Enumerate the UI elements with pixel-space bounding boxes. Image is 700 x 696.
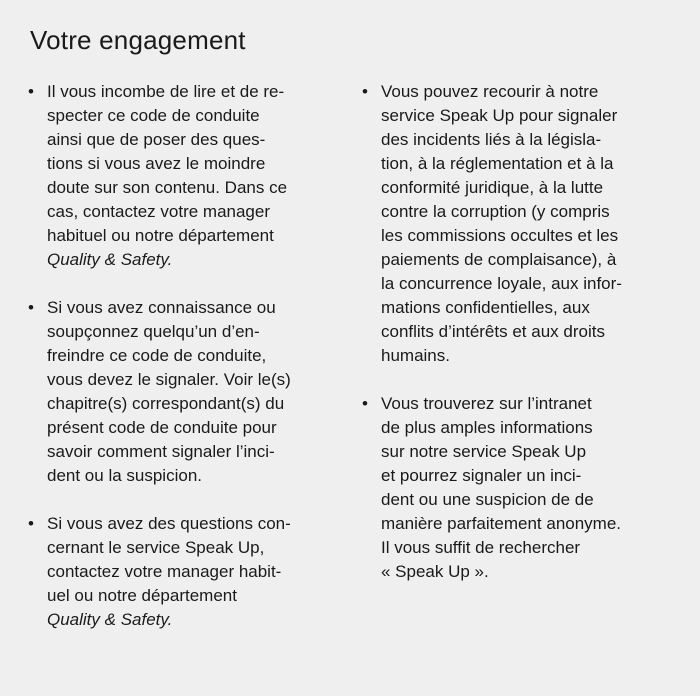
bullet-item-questions	[28, 512, 340, 632]
bullet-icon: •	[362, 82, 368, 101]
bullet-icon: •	[28, 82, 34, 101]
text-line: les commissions occultes et les	[381, 226, 619, 245]
text-line: tion, à la réglementation et à la	[381, 154, 614, 173]
text-line: vous devez le signaler. Voir le(s)	[47, 370, 291, 389]
text-line: ainsi que de poser des ques-	[47, 130, 266, 149]
page-title: Votre engagement	[30, 25, 246, 55]
text-line: Si vous avez connaissance ou	[47, 298, 276, 317]
text-line: savoir comment signaler l’inci-	[47, 442, 275, 461]
bullet-icon: •	[362, 394, 368, 413]
bullet-icon: •	[28, 514, 34, 533]
bullet-item-read-code	[28, 80, 340, 272]
text-line: mations confidentielles, aux	[381, 298, 590, 317]
text-line: Vous pouvez recourir à notre	[381, 82, 599, 101]
text-line: la concurrence loyale, aux infor-	[381, 274, 622, 293]
bullet-item-report-breach	[28, 296, 340, 488]
text-line: contre la corruption (y compris	[381, 202, 610, 221]
text-line: dent ou une suspicion de de	[381, 490, 594, 509]
text-line: Vous trouverez sur l’intranet	[381, 394, 592, 413]
right-column	[362, 80, 680, 608]
text-line: cernant le service Speak Up,	[47, 538, 265, 557]
department-name: Quality & Safety.	[47, 250, 173, 269]
text-line: Il vous incombe de lire et de re-	[47, 82, 285, 101]
text-line: specter ce code de conduite	[47, 106, 260, 125]
bullet-item-speak-up-service	[362, 80, 680, 368]
text-line: contactez votre manager habit-	[47, 562, 282, 581]
text-line: Il vous suffit de rechercher	[381, 538, 581, 557]
text-line: tions si vous avez le moindre	[47, 154, 266, 173]
text-line: uel ou notre département	[47, 586, 237, 605]
text-line: des incidents liés à la législa-	[381, 130, 602, 149]
text-line: dent ou la suspicion.	[47, 466, 202, 485]
bullet-item-intranet	[362, 392, 680, 584]
text-line: conflits d’intérêts et aux droits	[381, 322, 605, 341]
left-column	[28, 80, 340, 656]
text-line: « Speak Up ».	[381, 562, 489, 581]
text-line: de plus amples informations	[381, 418, 593, 437]
text-line: humains.	[381, 346, 450, 365]
text-line: chapitre(s) correspondant(s) du	[47, 394, 285, 413]
text-line: Si vous avez des questions con-	[47, 514, 291, 533]
department-name: Quality & Safety.	[47, 610, 173, 629]
text-line: présent code de conduite pour	[47, 418, 277, 437]
text-line: manière parfaitement anonyme.	[381, 514, 622, 533]
text-line: cas, contactez votre manager	[47, 202, 271, 221]
text-line: habituel ou notre département	[47, 226, 274, 245]
text-line: paiements de complaisance), à	[381, 250, 617, 269]
text-line: service Speak Up pour signaler	[381, 106, 618, 125]
text-line: freindre ce code de conduite,	[47, 346, 267, 365]
text-line: sur notre service Speak Up	[381, 442, 587, 461]
bullet-icon: •	[28, 298, 34, 317]
text-line: doute sur son contenu. Dans ce	[47, 178, 288, 197]
text-line: soupçonnez quelqu’un d’en-	[47, 322, 260, 341]
text-line: et pourrez signaler un inci-	[381, 466, 582, 485]
text-line: conformité juridique, à la lutte	[381, 178, 604, 197]
